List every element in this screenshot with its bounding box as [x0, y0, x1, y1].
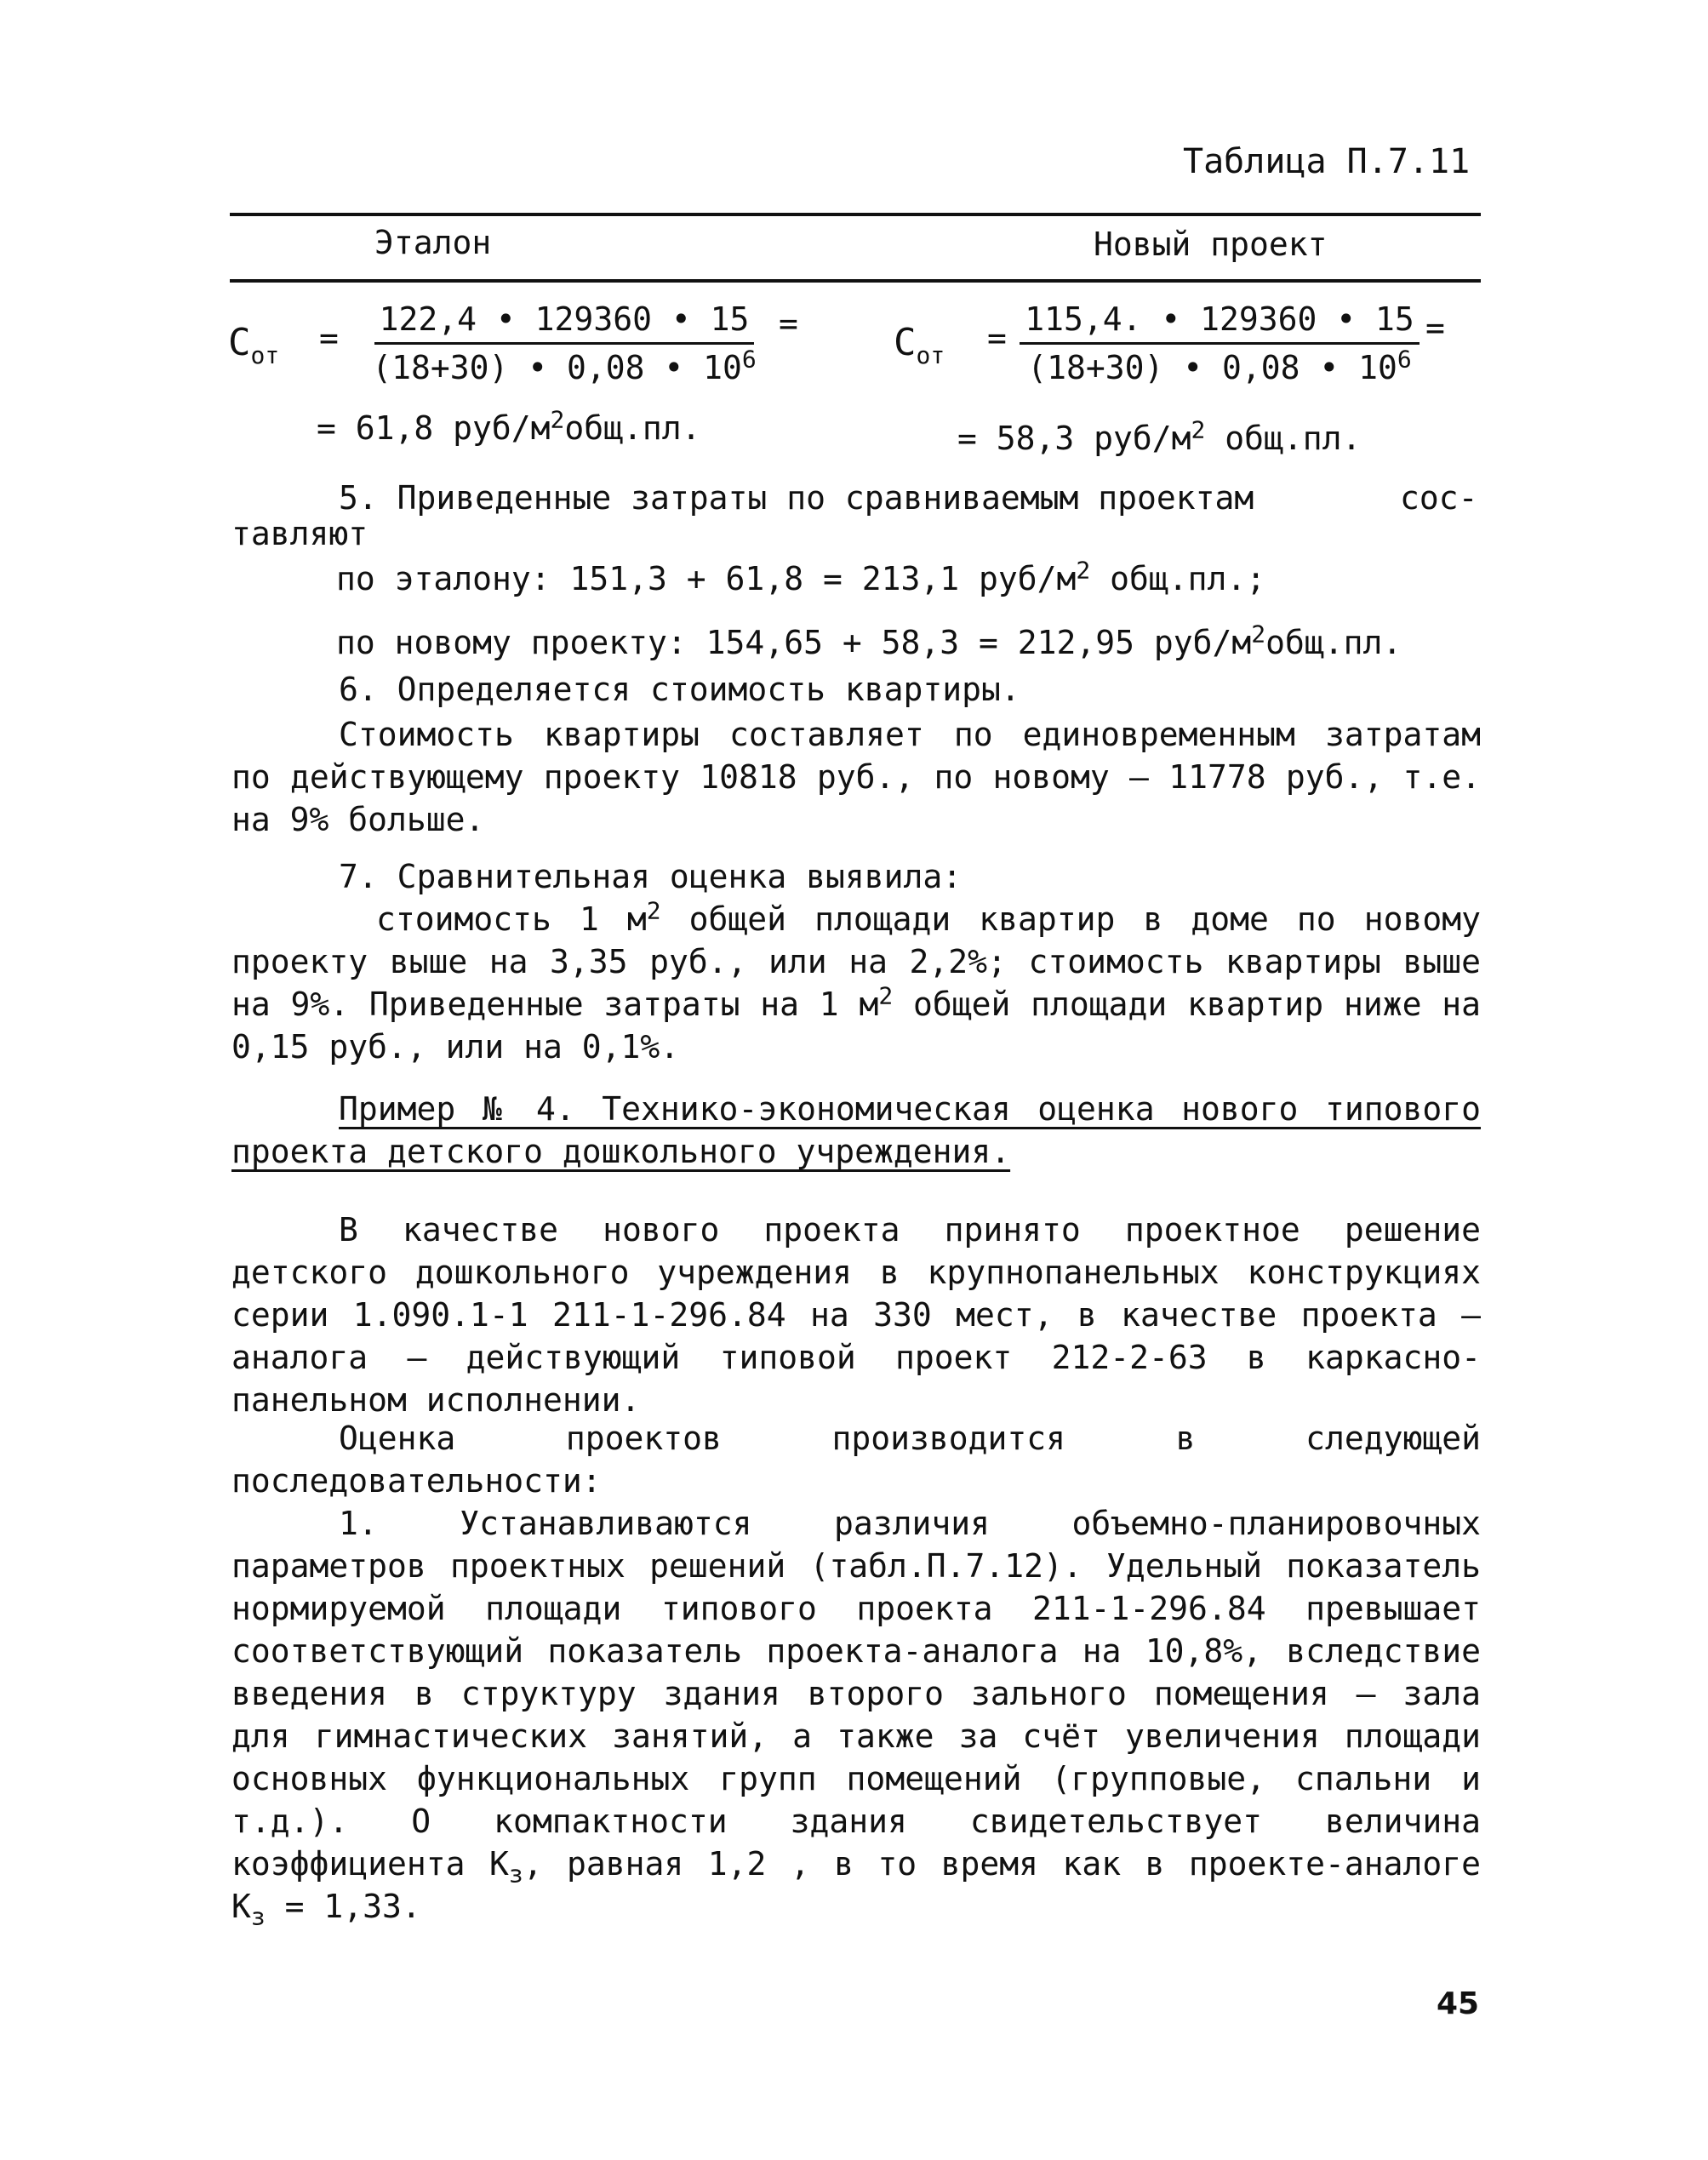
para-a: В качестве нового проекта принято проектное решение детского дошкольного учреждения в крупнопанельных конструкциях серии 1.090.1-1 211-1-296.84 на 330 мест, в качестве проекта – аналога – действующий типовой проект 212-2-63 в каркасно-панельном исполнении.	[231, 1211, 1481, 1419]
p7-exponent-b: 2	[878, 981, 894, 1010]
para-c-text: 1. Устанавливаются различия объемно-планировочных параметров проектных решений (табл.П.7.12). Удельный показатель нормируемой площади типового проекта 211-1-296.84 превышает соответствующий показатель проекта-аналога на 10,8%, вследствие введения в структуру здания второго зального помещения – зала для гимнастических занятий, а также за счёт увеличения площади основных функциональных групп помещений (групповые, спальни и т.д.). О компактности здания свидетельствует величина коэффициента К	[231, 1505, 1481, 1883]
table-header-rule	[230, 279, 1481, 283]
para-c-subscript-2: з	[250, 1902, 266, 1931]
new-numerator: 115,4. • 129360 • 15	[1020, 298, 1420, 345]
new-result-value: = 58,3 руб/м	[957, 420, 1191, 457]
p5-etalon-text: по эталону: 151,3 + 61,8 = 213,1 руб/м	[336, 560, 1077, 597]
new-trailing-equals: =	[1425, 309, 1445, 346]
p5-new	[336, 621, 1402, 664]
p6-title: 6. Определяется стоимость квартиры.	[339, 671, 1020, 708]
example4-heading: Пример № 4. Технико-экономическая оценка нового типового проекта детского дошкольного учреждения.	[231, 1090, 1481, 1170]
p7-text-b: общей площади квартир в доме по новому проекту выше на 3,35 руб., или на 2,2%; стоимость квартиры выше на 9%. Приведенные затраты на 1 м	[231, 900, 1481, 1023]
new-equals: =	[987, 319, 1007, 357]
etalon-symbol: C	[228, 321, 251, 364]
p7-text	[231, 898, 1481, 1068]
etalon-result	[317, 407, 701, 449]
para-c-end: = 1,33.	[265, 1888, 421, 1925]
etalon-denominator	[356, 345, 773, 389]
p5-line2: тавляют	[231, 515, 368, 552]
new-fraction	[1020, 298, 1420, 389]
etalon-trailing-equals: =	[779, 305, 798, 342]
etalon-equals: =	[319, 319, 339, 357]
p7-text-c: общей площади квартир ниже на 0,15 руб., или на 0,1%.	[231, 986, 1481, 1066]
p7-text-a: стоимость 1 м	[376, 900, 647, 938]
p7-title: 7. Сравнительная оценка выявила:	[339, 858, 963, 895]
etalon-result-exponent: 2	[550, 405, 565, 434]
new-symbol-subscript: от	[916, 340, 945, 369]
p5-etalon-exponent: 2	[1076, 556, 1091, 585]
new-result	[957, 417, 1361, 460]
p5-new-text: по новому проекту: 154,65 + 58,3 = 212,95 руб/м	[336, 624, 1252, 661]
new-result-unit: общ.пл.	[1225, 420, 1362, 457]
etalon-symbol-subscript: от	[250, 340, 280, 369]
etalon-fraction	[356, 298, 773, 389]
etalon-result-unit: общ.пл.	[564, 409, 701, 447]
p5-etalon-unit: общ.пл.;	[1090, 560, 1266, 597]
p5-new-unit: общ.пл.	[1265, 624, 1402, 661]
etalon-formula-symbol	[228, 321, 280, 369]
column-header-new-project: Новый проект	[1094, 226, 1328, 263]
page-number: 45	[1437, 1986, 1480, 2021]
para-b: Оценка проектов производится в следующей последовательности:	[231, 1420, 1481, 1500]
p5-line1-end: сос-	[1400, 479, 1478, 517]
p7-exponent-a: 2	[646, 896, 661, 925]
para-c	[231, 1502, 1482, 1931]
column-header-etalon: Эталон	[374, 224, 492, 261]
etalon-denominator-text: (18+30) • 0,08 • 10	[372, 349, 742, 386]
new-symbol: C	[894, 321, 917, 364]
para-c-mid: , равная 1,2 , в то время как в проекте-аналоге К	[231, 1845, 1482, 1925]
table-top-rule	[230, 213, 1481, 216]
p6-text: Стоимость квартиры составляет по единовременным затратам по действующему проекту 10818 руб., по новому – 11778 руб., т.е. на 9% больше.	[231, 716, 1481, 838]
table-caption: Таблица П.7.11	[1183, 142, 1471, 181]
new-formula-symbol	[894, 321, 945, 369]
new-denominator-exponent: 6	[1397, 345, 1412, 374]
etalon-numerator: 122,4 • 129360 • 15	[374, 298, 755, 345]
new-result-exponent: 2	[1191, 415, 1206, 444]
p5-etalon	[336, 557, 1265, 600]
p5-line1: 5. Приведенные затраты по сравниваемым проектам	[339, 479, 1254, 517]
p5-new-exponent: 2	[1251, 620, 1266, 649]
etalon-denominator-exponent: 6	[741, 345, 757, 374]
para-c-subscript-1: з	[508, 1860, 523, 1889]
new-denominator	[1020, 345, 1420, 389]
new-denominator-text: (18+30) • 0,08 • 10	[1027, 349, 1397, 386]
etalon-result-value: = 61,8 руб/м	[317, 409, 551, 447]
